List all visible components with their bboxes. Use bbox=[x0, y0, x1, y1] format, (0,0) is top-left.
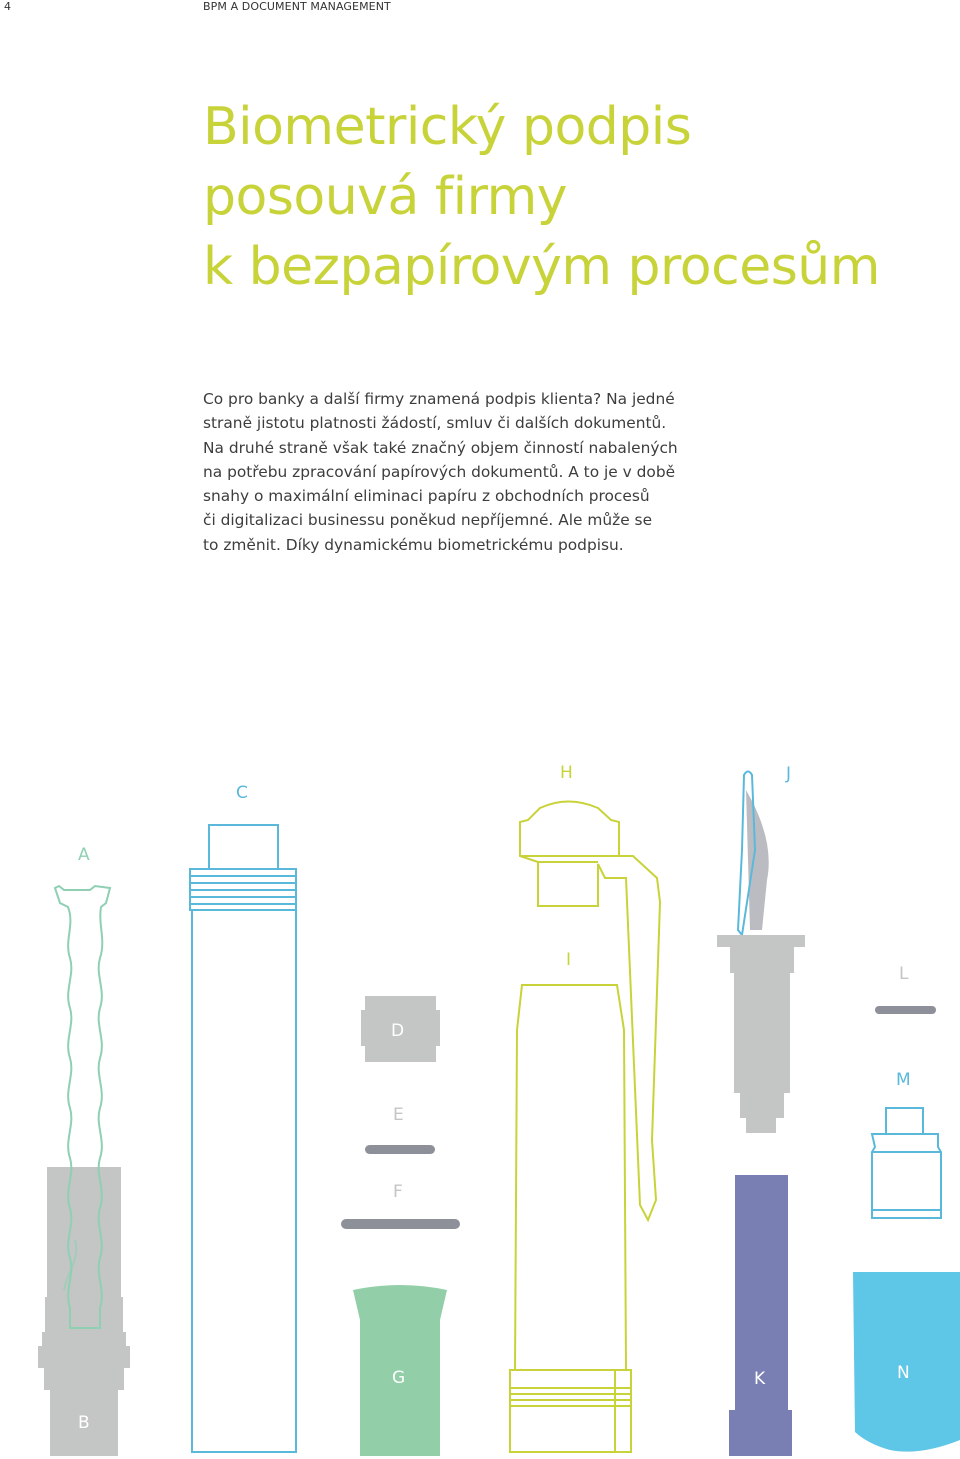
label-h: H bbox=[560, 763, 573, 783]
title-line: posouvá firmy bbox=[203, 167, 567, 227]
label-e: E bbox=[393, 1105, 404, 1125]
part-i-body bbox=[510, 985, 631, 1452]
label-d: D bbox=[391, 1021, 405, 1041]
intro-line: to změnit. Díky dynamickému biometrickému podpisu. bbox=[203, 535, 624, 554]
intro-line: na potřebu zpracování papírových dokumentů. A to je v době bbox=[203, 462, 676, 481]
page-number: 4 bbox=[4, 0, 11, 13]
page-header bbox=[0, 0, 960, 14]
label-k: K bbox=[754, 1369, 766, 1389]
intro-paragraph bbox=[203, 387, 763, 557]
label-c: C bbox=[236, 783, 248, 803]
part-c-barrel bbox=[190, 825, 296, 1452]
label-i: I bbox=[566, 950, 572, 970]
part-e-washer bbox=[365, 1145, 435, 1154]
article-title bbox=[203, 92, 880, 302]
part-l-bar bbox=[875, 1006, 936, 1014]
part-k-tube bbox=[729, 1175, 792, 1456]
label-l: L bbox=[899, 964, 909, 984]
intro-line: Co pro banky a další firmy znamená podpis klienta? Na jedné bbox=[203, 390, 675, 408]
title-line: k bezpapírovým procesům bbox=[203, 237, 880, 297]
label-m: M bbox=[896, 1070, 911, 1090]
running-head: BPM A DOCUMENT MANAGEMENT bbox=[203, 0, 391, 13]
part-j-mechanism bbox=[717, 935, 805, 1133]
label-n: N bbox=[897, 1363, 910, 1383]
title-line: Biometrický podpis bbox=[203, 97, 692, 157]
label-f: F bbox=[393, 1182, 403, 1202]
intro-line: Na druhé straně však také značný objem činností nabalených bbox=[203, 438, 678, 457]
intro-line: snahy o maximální eliminaci papíru z obchodních procesů bbox=[203, 487, 650, 506]
label-g: G bbox=[392, 1368, 406, 1388]
label-j: J bbox=[786, 764, 792, 784]
part-n-cap bbox=[853, 1272, 960, 1452]
part-h-cap bbox=[520, 802, 660, 1221]
label-a: A bbox=[78, 845, 90, 865]
intro-line: či digitalizaci businessu poněkud nepříjemné. Ale může se bbox=[203, 511, 653, 530]
label-b: B bbox=[78, 1413, 90, 1433]
part-f-washer bbox=[341, 1219, 460, 1229]
part-m-tip bbox=[872, 1108, 941, 1218]
part-j-blade bbox=[738, 772, 769, 936]
intro-line: straně jistotu platnosti žádostí, smluv či dalších dokumentů. bbox=[203, 414, 667, 433]
pen-exploded-diagram bbox=[0, 740, 960, 1459]
